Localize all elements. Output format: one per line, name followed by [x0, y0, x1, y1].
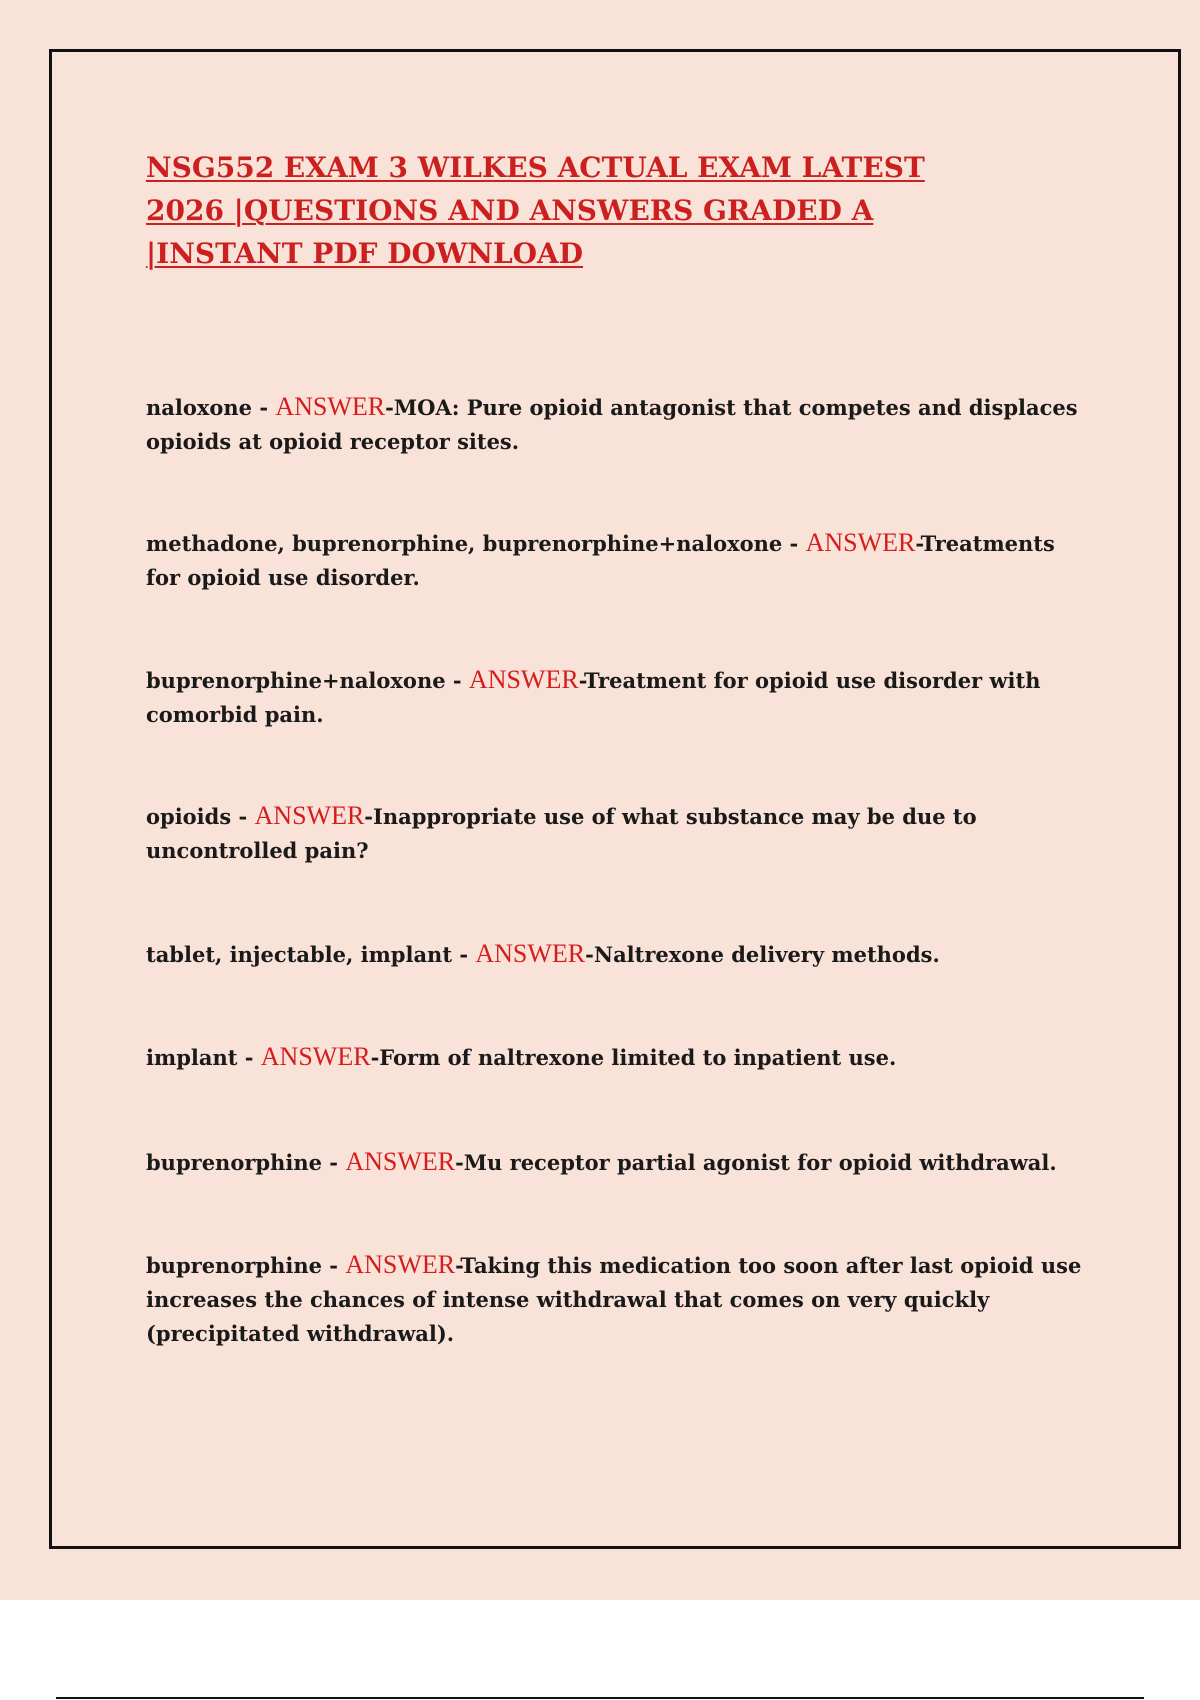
qa-term: methadone, buprenorphine, buprenorphine+naloxone — [146, 531, 783, 556]
qa-term: implant — [146, 1045, 238, 1070]
answer-label: ANSWER — [805, 528, 916, 557]
qa-answer: -Inappropriate use of what substance may be due to uncontrolled pain? — [146, 804, 977, 863]
qa-item — [146, 1145, 1086, 1180]
qa-term: buprenorphine+naloxone — [146, 668, 446, 693]
document-title: NSG552 EXAM 3 WILKES ACTUAL EXAM LATEST 2026 |QUESTIONS AND ANSWERS GRADED A |INSTANT PDF DOWNLOAD — [146, 151, 925, 270]
footer-rule — [56, 1697, 1144, 1699]
qa-term: naloxone — [146, 395, 253, 420]
qa-separator: - — [452, 942, 476, 967]
qa-item — [146, 526, 1086, 595]
qa-item — [146, 390, 1086, 459]
qa-term: opioids — [146, 804, 232, 829]
qa-answer: -Taking this medication too soon after last opioid use increases the chances of intense withdrawal that comes on very quickly (precipitated withdrawal). — [146, 1253, 1082, 1346]
qa-answer: -Treatments for opioid use disorder. — [146, 531, 1055, 590]
answer-label: ANSWER — [275, 392, 386, 421]
answer-label: ANSWER — [468, 665, 579, 694]
qa-separator: - — [237, 1045, 261, 1070]
answer-label: ANSWER — [345, 1250, 456, 1279]
answer-label: ANSWER — [475, 939, 586, 968]
qa-item — [146, 1040, 1086, 1075]
qa-item — [146, 799, 1086, 868]
qa-answer: -Treatment for opioid use disorder with comorbid pain. — [146, 668, 1041, 727]
qa-answer: -Form of naltrexone limited to inpatient use. — [370, 1045, 897, 1070]
answer-label: ANSWER — [254, 801, 365, 830]
qa-term: tablet, injectable, implant — [146, 942, 453, 967]
qa-term: buprenorphine — [146, 1253, 322, 1278]
qa-answer: -Naltrexone delivery methods. — [585, 942, 940, 967]
answer-label: ANSWER — [345, 1147, 456, 1176]
qa-separator: - — [252, 395, 276, 420]
qa-separator: - — [445, 668, 469, 693]
qa-answer: -Mu receptor partial agonist for opioid withdrawal. — [455, 1150, 1057, 1175]
qa-separator: - — [321, 1150, 346, 1175]
qa-item — [146, 663, 1086, 732]
qa-item — [146, 1248, 1086, 1351]
qa-term: buprenorphine — [146, 1150, 322, 1175]
qa-answer: -MOA: Pure opioid antagonist that competes and displaces opioids at opioid receptor sites. — [146, 395, 1078, 454]
answer-label: ANSWER — [260, 1042, 371, 1071]
qa-separator: - — [231, 804, 255, 829]
qa-item — [146, 937, 1086, 972]
qa-separator: - — [321, 1253, 346, 1278]
qa-separator: - — [782, 531, 806, 556]
